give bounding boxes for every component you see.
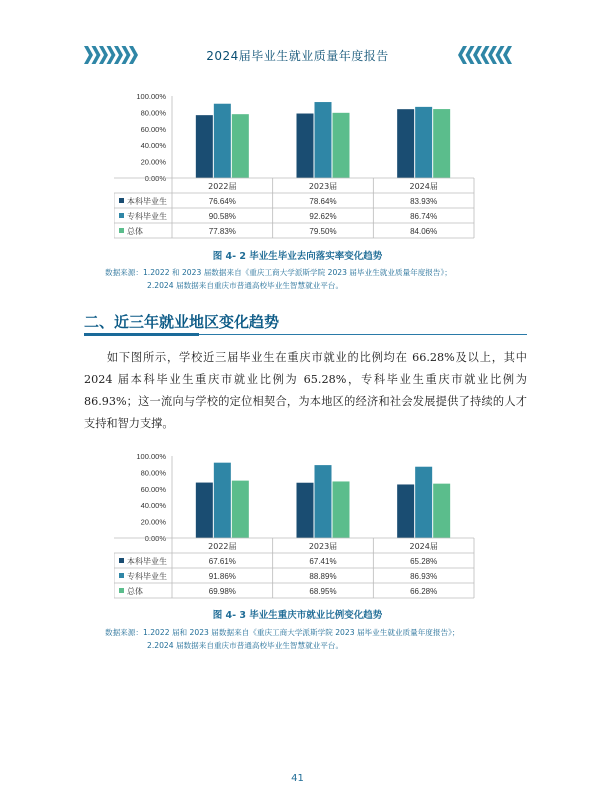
- data-label: 83.93%: [410, 197, 438, 206]
- data-source-line: 2.2024 届数据来自重庆市普通高校毕业生智慧就业平台。: [147, 641, 344, 650]
- legend-key: [119, 588, 124, 593]
- data-label: 67.61%: [208, 557, 236, 566]
- y-tick-label: 60.00%: [140, 124, 166, 134]
- data-label: 77.83%: [208, 227, 236, 236]
- bar-chart-svg: [114, 450, 484, 600]
- data-label: 90.58%: [208, 212, 236, 221]
- y-tick-label: 60.00%: [140, 484, 166, 494]
- y-tick-label: 40.00%: [140, 141, 166, 151]
- y-tick-label: 100.00%: [136, 452, 166, 461]
- legend-key: [119, 558, 124, 563]
- x-tick-label: 2024届: [409, 542, 438, 551]
- bar-3: [232, 481, 249, 538]
- bar-2: [415, 107, 432, 178]
- data-source-line: 数据来源：1.2022 届和 2023 届数据来自《重庆工商大学派斯学院 2023 届毕业生就业质量年度报告》；: [105, 628, 460, 637]
- page-number: 41: [291, 773, 304, 784]
- data-label: 92.62%: [309, 212, 337, 221]
- x-tick-label: 2022届: [208, 542, 237, 551]
- figure-caption: 图 4- 3 毕业生重庆市就业比例变化趋势: [212, 610, 383, 621]
- y-tick-label: 80.00%: [140, 468, 166, 478]
- data-label: 67.41%: [309, 557, 337, 566]
- y-tick-label: 20.00%: [140, 517, 166, 527]
- data-label: 88.89%: [309, 572, 337, 581]
- legend-label: 总体: [127, 587, 143, 596]
- bar-2: [214, 463, 231, 538]
- legend-label: 本科毕业生: [127, 557, 167, 566]
- data-label: 69.98%: [208, 587, 236, 596]
- bar-3: [433, 109, 450, 178]
- body-paragraph: [84, 347, 527, 435]
- data-source-line: 数据来源：1.2022 和 2023 届数据来自《重庆工商大学派斯学院 2023 届毕业生就业质量年度报告》；: [105, 268, 452, 277]
- bar-3: [232, 114, 249, 178]
- bar-1: [397, 484, 414, 538]
- data-source-note: [105, 626, 459, 652]
- bar-2: [214, 104, 231, 178]
- chevron-shape: [503, 46, 512, 64]
- data-source-note: [105, 266, 452, 292]
- y-tick-label: 20.00%: [140, 157, 166, 167]
- figure-caption: 图 4- 2 毕业生毕业去向落实率变化趋势: [212, 251, 383, 262]
- bar-1: [196, 483, 213, 538]
- data-label: 91.86%: [208, 572, 236, 581]
- section-divider-accent: [84, 333, 199, 336]
- bar-3: [433, 484, 450, 538]
- body-paragraph-text: 如下图所示，学校近三届毕业生在重庆市就业的比例均在 66.28%及以上，其中 2024 届本科毕业生重庆市就业比例为 65.28%，专科毕业生重庆市就业比例为 86.93%；这一流向与学校的定位相契合，为本地区的经济和社会发展提供了持续的人才支持和智力支撑。: [84, 351, 527, 430]
- bar-2: [315, 102, 332, 178]
- data-label: 66.28%: [410, 587, 438, 596]
- legend-label: 本科毕业生: [127, 197, 167, 206]
- x-tick-label: 2024届: [409, 182, 438, 191]
- bar-1: [297, 114, 314, 178]
- data-source-line: 2.2024 届数据来自重庆市普通高校毕业生智慧就业平台。: [147, 281, 344, 290]
- x-tick-label: 2023届: [308, 542, 338, 551]
- legend-label: 总体: [127, 227, 143, 236]
- legend-key: [119, 573, 124, 578]
- bar-2: [415, 467, 432, 538]
- legend-key: [119, 213, 124, 218]
- bar-1: [397, 109, 414, 178]
- legend-key: [119, 228, 124, 233]
- data-label: 79.50%: [309, 227, 337, 236]
- bar-3: [333, 481, 350, 538]
- y-tick-label: 0.00%: [144, 174, 166, 183]
- x-tick-label: 2022届: [208, 182, 237, 191]
- data-label: 76.64%: [208, 197, 236, 206]
- report-title: 2024届毕业生就业质量年度报告: [206, 49, 389, 63]
- bar-chart-svg: [114, 90, 484, 240]
- data-label: 68.95%: [309, 587, 337, 596]
- data-label: 65.28%: [410, 557, 438, 566]
- legend-label: 专科毕业生: [127, 212, 167, 221]
- header-chevron-decoration-right: [458, 46, 514, 64]
- data-label: 86.74%: [410, 212, 438, 221]
- y-tick-label: 80.00%: [140, 108, 166, 118]
- bar-1: [297, 483, 314, 538]
- data-label: 84.06%: [410, 227, 438, 236]
- legend-key: [119, 198, 124, 203]
- y-tick-label: 40.00%: [140, 501, 166, 511]
- bar-1: [196, 115, 213, 178]
- y-tick-label: 100.00%: [136, 92, 166, 101]
- data-label: 78.64%: [309, 197, 337, 206]
- bar-2: [315, 465, 332, 538]
- x-tick-label: 2023届: [308, 182, 338, 191]
- data-label: 86.93%: [410, 572, 438, 581]
- bar-3: [333, 113, 350, 178]
- y-tick-label: 0.00%: [144, 534, 166, 543]
- legend-label: 专科毕业生: [127, 572, 167, 581]
- chart-employment-rate: [114, 90, 484, 240]
- section-heading: 二、近三年就业地区变化趋势: [84, 313, 280, 331]
- chart-chongqing-employment-ratio: [114, 450, 484, 600]
